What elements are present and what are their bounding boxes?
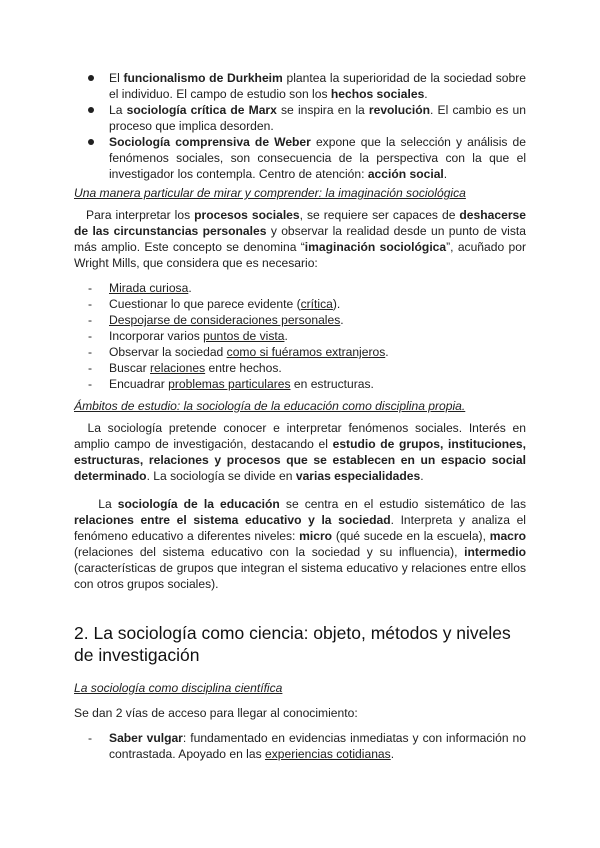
bold-text: hechos sociales [330, 87, 425, 101]
text-run: La sociología pretende conocer e interpretar fenómenos sociales. Interés en amplio campo de investigación, destacando el [74, 421, 530, 451]
bold-text: procesos sociales [194, 208, 300, 222]
dash-item: - Encuadrar problemas particulares en estructuras. [88, 377, 374, 391]
text-run: Buscar [109, 361, 150, 375]
bold-text: deshacerse de las circunstancias personales [74, 208, 530, 238]
text-run: . [420, 469, 424, 483]
dash-item: - Saber vulgar: fundamentado en evidencias inmediatas y con información no contrastada. Apoyado en las experiencias cotidianas. [88, 731, 530, 761]
text-run: . [284, 329, 288, 343]
underlined-text: puntos de vista [203, 329, 285, 343]
text-run: expone que la selección y análisis de fenómenos sociales, son consecuencia de la perspectiva con la que el investigador los contempla. Centro de atención: [109, 135, 530, 181]
text-run: La [109, 103, 127, 117]
text-run: . [424, 87, 428, 101]
text-run: . [385, 345, 389, 359]
theories-bullet-list [74, 70, 530, 182]
text-run: La [74, 497, 118, 511]
imaginacion-dash-list [74, 280, 526, 392]
bullet-dot-icon [88, 107, 94, 113]
dash-item: - Despojarse de consideraciones personales. [88, 313, 344, 327]
text-run: entre hechos. [205, 361, 282, 375]
bold-text: sociología crítica de Marx [126, 103, 277, 117]
bold-text: sociología de la educación [117, 497, 280, 511]
bold-text: acción social [367, 167, 444, 181]
bullet-dot-icon [88, 139, 94, 145]
bullet-dot-icon [88, 75, 94, 81]
text-run: . [390, 747, 395, 761]
underlined-text: Despojarse de consideraciones personales [109, 313, 341, 327]
dash-item: - Buscar relaciones entre hechos. [88, 361, 282, 375]
text-run: . Interpreta y analiza el fenómeno educativo a diferentes niveles: [74, 513, 530, 543]
text-run: plantea la superioridad de la sociedad sobre el individuo. El campo de estudio son los [109, 71, 530, 101]
bold-text: micro [299, 529, 333, 543]
text-run: en estructuras. [290, 377, 374, 391]
text-run: . [443, 167, 448, 181]
bold-text: imaginación sociológica [304, 240, 447, 254]
disciplina-intro: Se dan 2 vías de acceso para llegar al conocimiento: [74, 706, 358, 720]
text-run: Cuestionar lo que parece evidente ( [109, 297, 301, 311]
text-run: Para interpretar los [74, 208, 195, 222]
ambitos-paragraph-2 [74, 496, 530, 592]
dash-item: - Incorporar varios puntos de vista. [88, 329, 288, 343]
text-run: se centra en el estudio sistemático de las [279, 497, 530, 511]
bold-text: macro [489, 529, 526, 543]
bold-text: Saber vulgar [109, 731, 183, 745]
text-run: El [109, 71, 124, 85]
underlined-text: experiencias cotidianas [264, 747, 391, 761]
text-run: Observar la sociedad [109, 345, 227, 359]
ambitos-paragraph-1 [74, 420, 530, 484]
text-run: (qué sucede en la escuela), [332, 529, 490, 543]
text-run: . [340, 313, 344, 327]
bullet-item [74, 102, 530, 134]
bold-text: Sociología comprensiva de Weber [109, 135, 311, 149]
bold-text: intermedio [464, 545, 526, 559]
text-run: ”, acuñado por Wright Mills, que considera que es necesario: [74, 240, 530, 270]
page-content [74, 70, 530, 762]
bold-text: estudio de grupos, instituciones, estructuras, relaciones y procesos que se establecen en un espacio social determinado [74, 437, 530, 483]
bold-text: relaciones entre el sistema educativo y la sociedad [74, 513, 391, 527]
dash-item: - Observar la sociedad como si fuéramos extranjeros. [88, 345, 389, 359]
bold-text: varias especialidades [295, 469, 421, 483]
section-subtitle-disciplina: La sociología como disciplina científica [74, 681, 283, 695]
bullet-item [74, 70, 530, 102]
text-run: ). [332, 297, 341, 311]
text-run: se inspira en la [276, 103, 369, 117]
dash-item: - Mirada curiosa. [88, 281, 192, 295]
underlined-text: problemas particulares [168, 377, 291, 391]
section-subtitle-ambitos: Ámbitos de estudio: la sociología de la educación como disciplina propia. [74, 399, 466, 413]
bullet-item [74, 134, 530, 182]
text-run: Encuadrar [109, 377, 169, 391]
underlined-text: Mirada curiosa [109, 281, 189, 295]
bold-text: revolución [368, 103, 431, 117]
text-run: (relaciones del sistema educativo con la sociedad y su influencia), [74, 529, 530, 559]
underlined-text: relaciones [150, 361, 206, 375]
text-run: . La sociología se divide en [146, 469, 296, 483]
conocimiento-dash-list [74, 730, 530, 762]
dash-item: - Cuestionar lo que parece evidente (crítica). [88, 297, 341, 311]
bold-text: funcionalismo de Durkheim [123, 71, 283, 85]
text-run: . [188, 281, 192, 295]
text-run: (características de grupos que integran el sistema educativo y relaciones entre ellos con otros grupos sociales). [74, 545, 530, 591]
underlined-text: crítica [300, 297, 333, 311]
underlined-text: como si fuéramos extranjeros [226, 345, 386, 359]
imaginacion-paragraph [74, 207, 530, 271]
text-run: y observar la realidad desde un punto de vista más amplio. Este concepto se denomina “ [74, 224, 530, 254]
text-run: : fundamentado en evidencias inmediatas y con información no contrastada. Apoyado en las [109, 731, 530, 761]
section-subtitle-imaginacion: Una manera particular de mirar y comprender: la imaginación sociológica [74, 186, 466, 200]
text-run: Incorporar varios [109, 329, 204, 343]
section-heading-2: 2. La sociología como ciencia: objeto, métodos y niveles de investigación [74, 623, 511, 665]
text-run: . El cambio es un proceso que implica desorden. [109, 103, 530, 133]
text-run: , se requiere ser capaces de [299, 208, 460, 222]
